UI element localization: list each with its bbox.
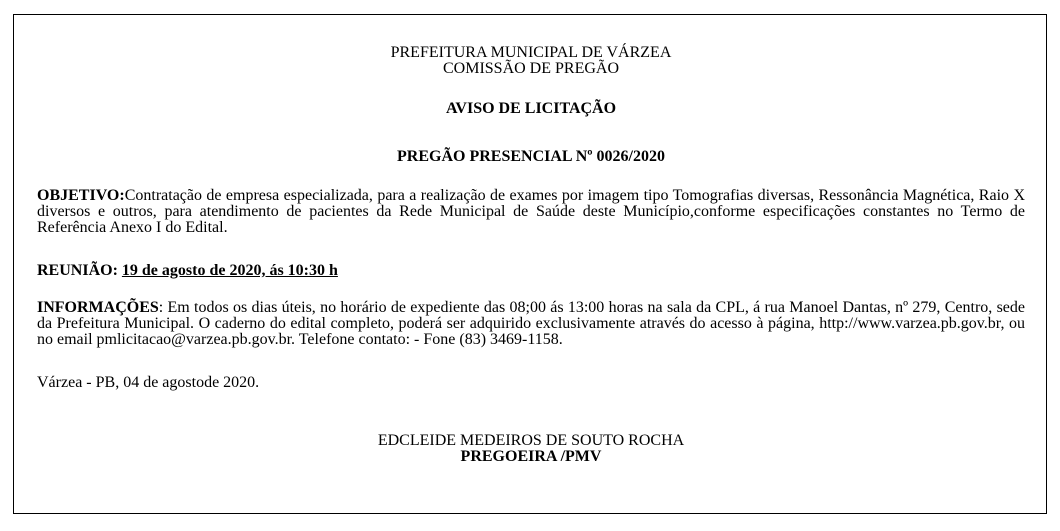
- informacoes-label: INFORMAÇÕES: [37, 299, 159, 316]
- reuniao-paragraph: [37, 263, 1025, 279]
- reuniao-value: 19 de agosto de 2020, ás 10:30 h: [121, 262, 338, 279]
- header: [37, 45, 1025, 77]
- pregao-title: PREGÃO PRESENCIAL Nº 0026/2020: [397, 148, 665, 165]
- aviso-title: AVISO DE LICITAÇÃO: [445, 100, 617, 117]
- reuniao-label: REUNIÃO:: [37, 262, 118, 279]
- header-line-1: PREFEITURA MUNICIPAL DE VÁRZEA: [390, 44, 672, 61]
- objetivo-label: OBJETIVO:: [37, 187, 125, 204]
- header-line-2: COMISSÃO DE PREGÃO: [442, 60, 620, 77]
- signature-name: EDCLEIDE MEDEIROS DE SOUTO ROCHA: [377, 432, 685, 449]
- notice-frame: [13, 14, 1047, 514]
- informacoes-paragraph: [37, 300, 1025, 348]
- objetivo-text: Contratação de empresa especializada, para a realização de exames por imagem tipo Tomografias diversas, Ressonância Magnética, Raio X diversos e outros, para atendimento de pacientes da Rede Municipal de Saúde deste Município,conforme especificações constantes no Termo de Referência Anexo I do Edital.: [37, 187, 1025, 236]
- informacoes-text: : Em todos os dias úteis, no horário de expediente das 08;00 ás 13:00 horas na sala da CPL, á rua Manoel Dantas, nº 279, Centro, sede da Prefeitura Municipal. O caderno do edital completo, poderá ser adquirido exclusivamente através do acesso à página, http://www.varzea.pb.gov.br, ou no email pmlicitacao@varzea.pb.gov.br. Telefone contato: - Fone (83) 3469-1158.: [37, 299, 1025, 348]
- objetivo-paragraph: [37, 188, 1025, 236]
- place-date: Várzea - PB, 04 de agostode 2020.: [37, 374, 260, 391]
- signature-role: PREGOEIRA /PMV: [460, 448, 602, 465]
- signature-block: [37, 433, 1025, 465]
